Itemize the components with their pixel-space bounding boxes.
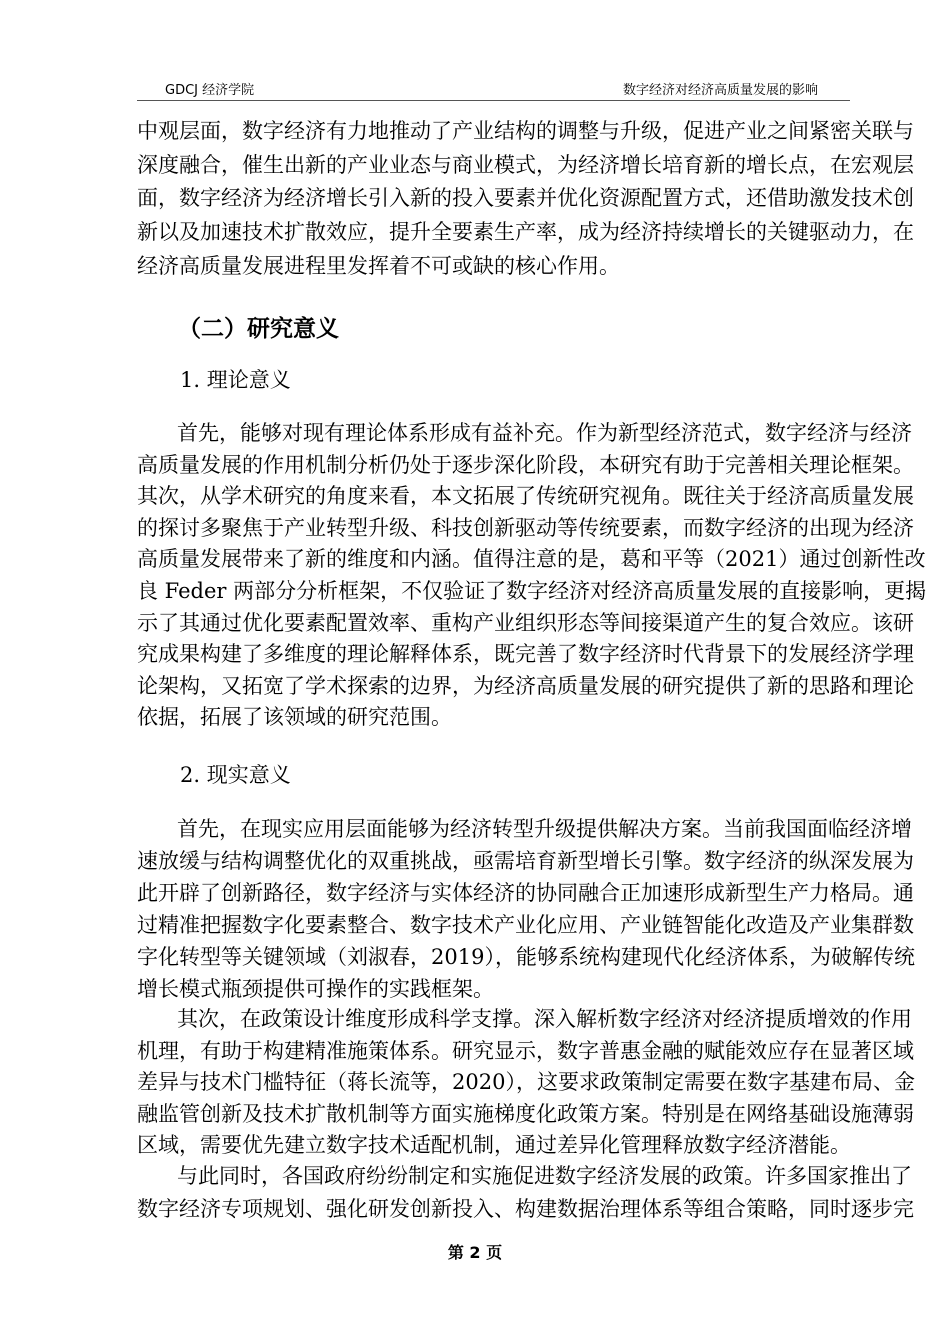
text-line: 深度融合，催生出新的产业业态与商业模式，为经济增长培育新的增长点，在宏观层 [137, 152, 914, 177]
text-line: 中观层面，数字经济有力地推动了产业结构的调整与升级，促进产业之间紧密关联与 [137, 119, 914, 143]
text-line: 数字经济专项规划、强化研发创新投入、构建数据治理体系等组合策略，同时逐步完 [137, 1197, 914, 1221]
text-line: 首先，能够对现有理论体系形成有益补充。作为新型经济范式，数字经济与经济 [177, 421, 912, 445]
text-line: 与此同时，各国政府纷纷制定和实施促进数字经济发展的政策。许多国家推出了 [177, 1164, 912, 1188]
subheading-practice: 2. 现实意义 [180, 763, 291, 787]
text-line: 其次，从学术研究的角度来看，本文拓展了传统研究视角。既往关于经济高质量发展 [137, 484, 914, 509]
text-line: 示了其通过优化要素配置效率、重构产业组织形态等间接渠道产生的复合效应。该研 [137, 610, 914, 635]
text-line: 的探讨多聚焦于产业转型升级、科技创新驱动等传统要素，而数字经济的出现为经济 [137, 515, 914, 540]
text-line: 经济高质量发展进程里发挥着不可或缺的核心作用。 [137, 253, 620, 278]
text-line: 首先，在现实应用层面能够为经济转型升级提供解决方案。当前我国面临经济增 [177, 817, 912, 841]
text-line: 良 Feder 两部分分析框架，不仅验证了数字经济对经济高质量发展的直接影响，更揭 [137, 579, 927, 603]
header-left: GDCJ 经济学院 [165, 83, 255, 98]
text-line: 字化转型等关键领域（刘淑春，2019），能够系统构建现代化经济体系，为破解传统 [137, 945, 915, 969]
text-line: 融监管创新及技术扩散机制等方面实施梯度化政策方案。特别是在网络基础设施薄弱 [137, 1101, 914, 1126]
text-line: 新以及加速技术扩散效应，提升全要素生产率，成为经济持续增长的关键驱动力，在 [137, 220, 914, 245]
text-line: 依据，拓展了该领域的研究范围。 [137, 705, 452, 730]
section-heading: （二）研究意义 [178, 316, 339, 342]
subheading-theory: 1. 理论意义 [180, 368, 291, 392]
text-line: 差异与技术门槛特征（蒋长流等，2020），这要求政策制定需要在数字基建布局、金 [137, 1070, 915, 1094]
text-line: 增长模式瓶颈提供可操作的实践框架。 [137, 977, 494, 1001]
text-line: 此开辟了创新路径，数字经济与实体经济的协同融合正加速形成新型生产力格局。通 [137, 881, 914, 905]
text-line: 过精准把握数字化要素整合、数字技术产业化应用、产业链智能化改造及产业集群数 [137, 913, 914, 937]
page-number: 第 2 页 [447, 1243, 503, 1262]
text-line: 速放缓与结构调整优化的双重挑战，亟需培育新型增长引擎。数字经济的纵深发展为 [137, 849, 914, 873]
text-line: 其次，在政策设计维度形成科学支撑。深入解析数字经济对经济提质增效的作用 [177, 1007, 912, 1031]
header-right: 数字经济对经济高质量发展的影响 [622, 83, 818, 98]
text-line: 面，数字经济为经济增长引入新的投入要素并优化资源配置方式，还借助激发技术创 [137, 186, 914, 211]
text-line: 高质量发展的作用机制分析仍处于逐步深化阶段，本研究有助于完善相关理论框架。 [137, 452, 914, 477]
text-line: 区域，需要优先建立数字技术适配机制，通过差异化管理释放数字经济潜能。 [137, 1133, 851, 1157]
text-line: 论架构，又拓宽了学术探索的边界，为经济高质量发展的研究提供了新的思路和理论 [137, 673, 914, 698]
header-rule [137, 100, 850, 101]
text-line: 高质量发展带来了新的维度和内涵。值得注意的是，葛和平等（2021）通过创新性改 [137, 547, 926, 572]
text-line: 机理，有助于构建精准施策体系。研究显示，数字普惠金融的赋能效应存在显著区域 [137, 1038, 914, 1063]
text-line: 究成果构建了多维度的理论解释体系，既完善了数字经济时代背景下的发展经济学理 [137, 642, 914, 667]
